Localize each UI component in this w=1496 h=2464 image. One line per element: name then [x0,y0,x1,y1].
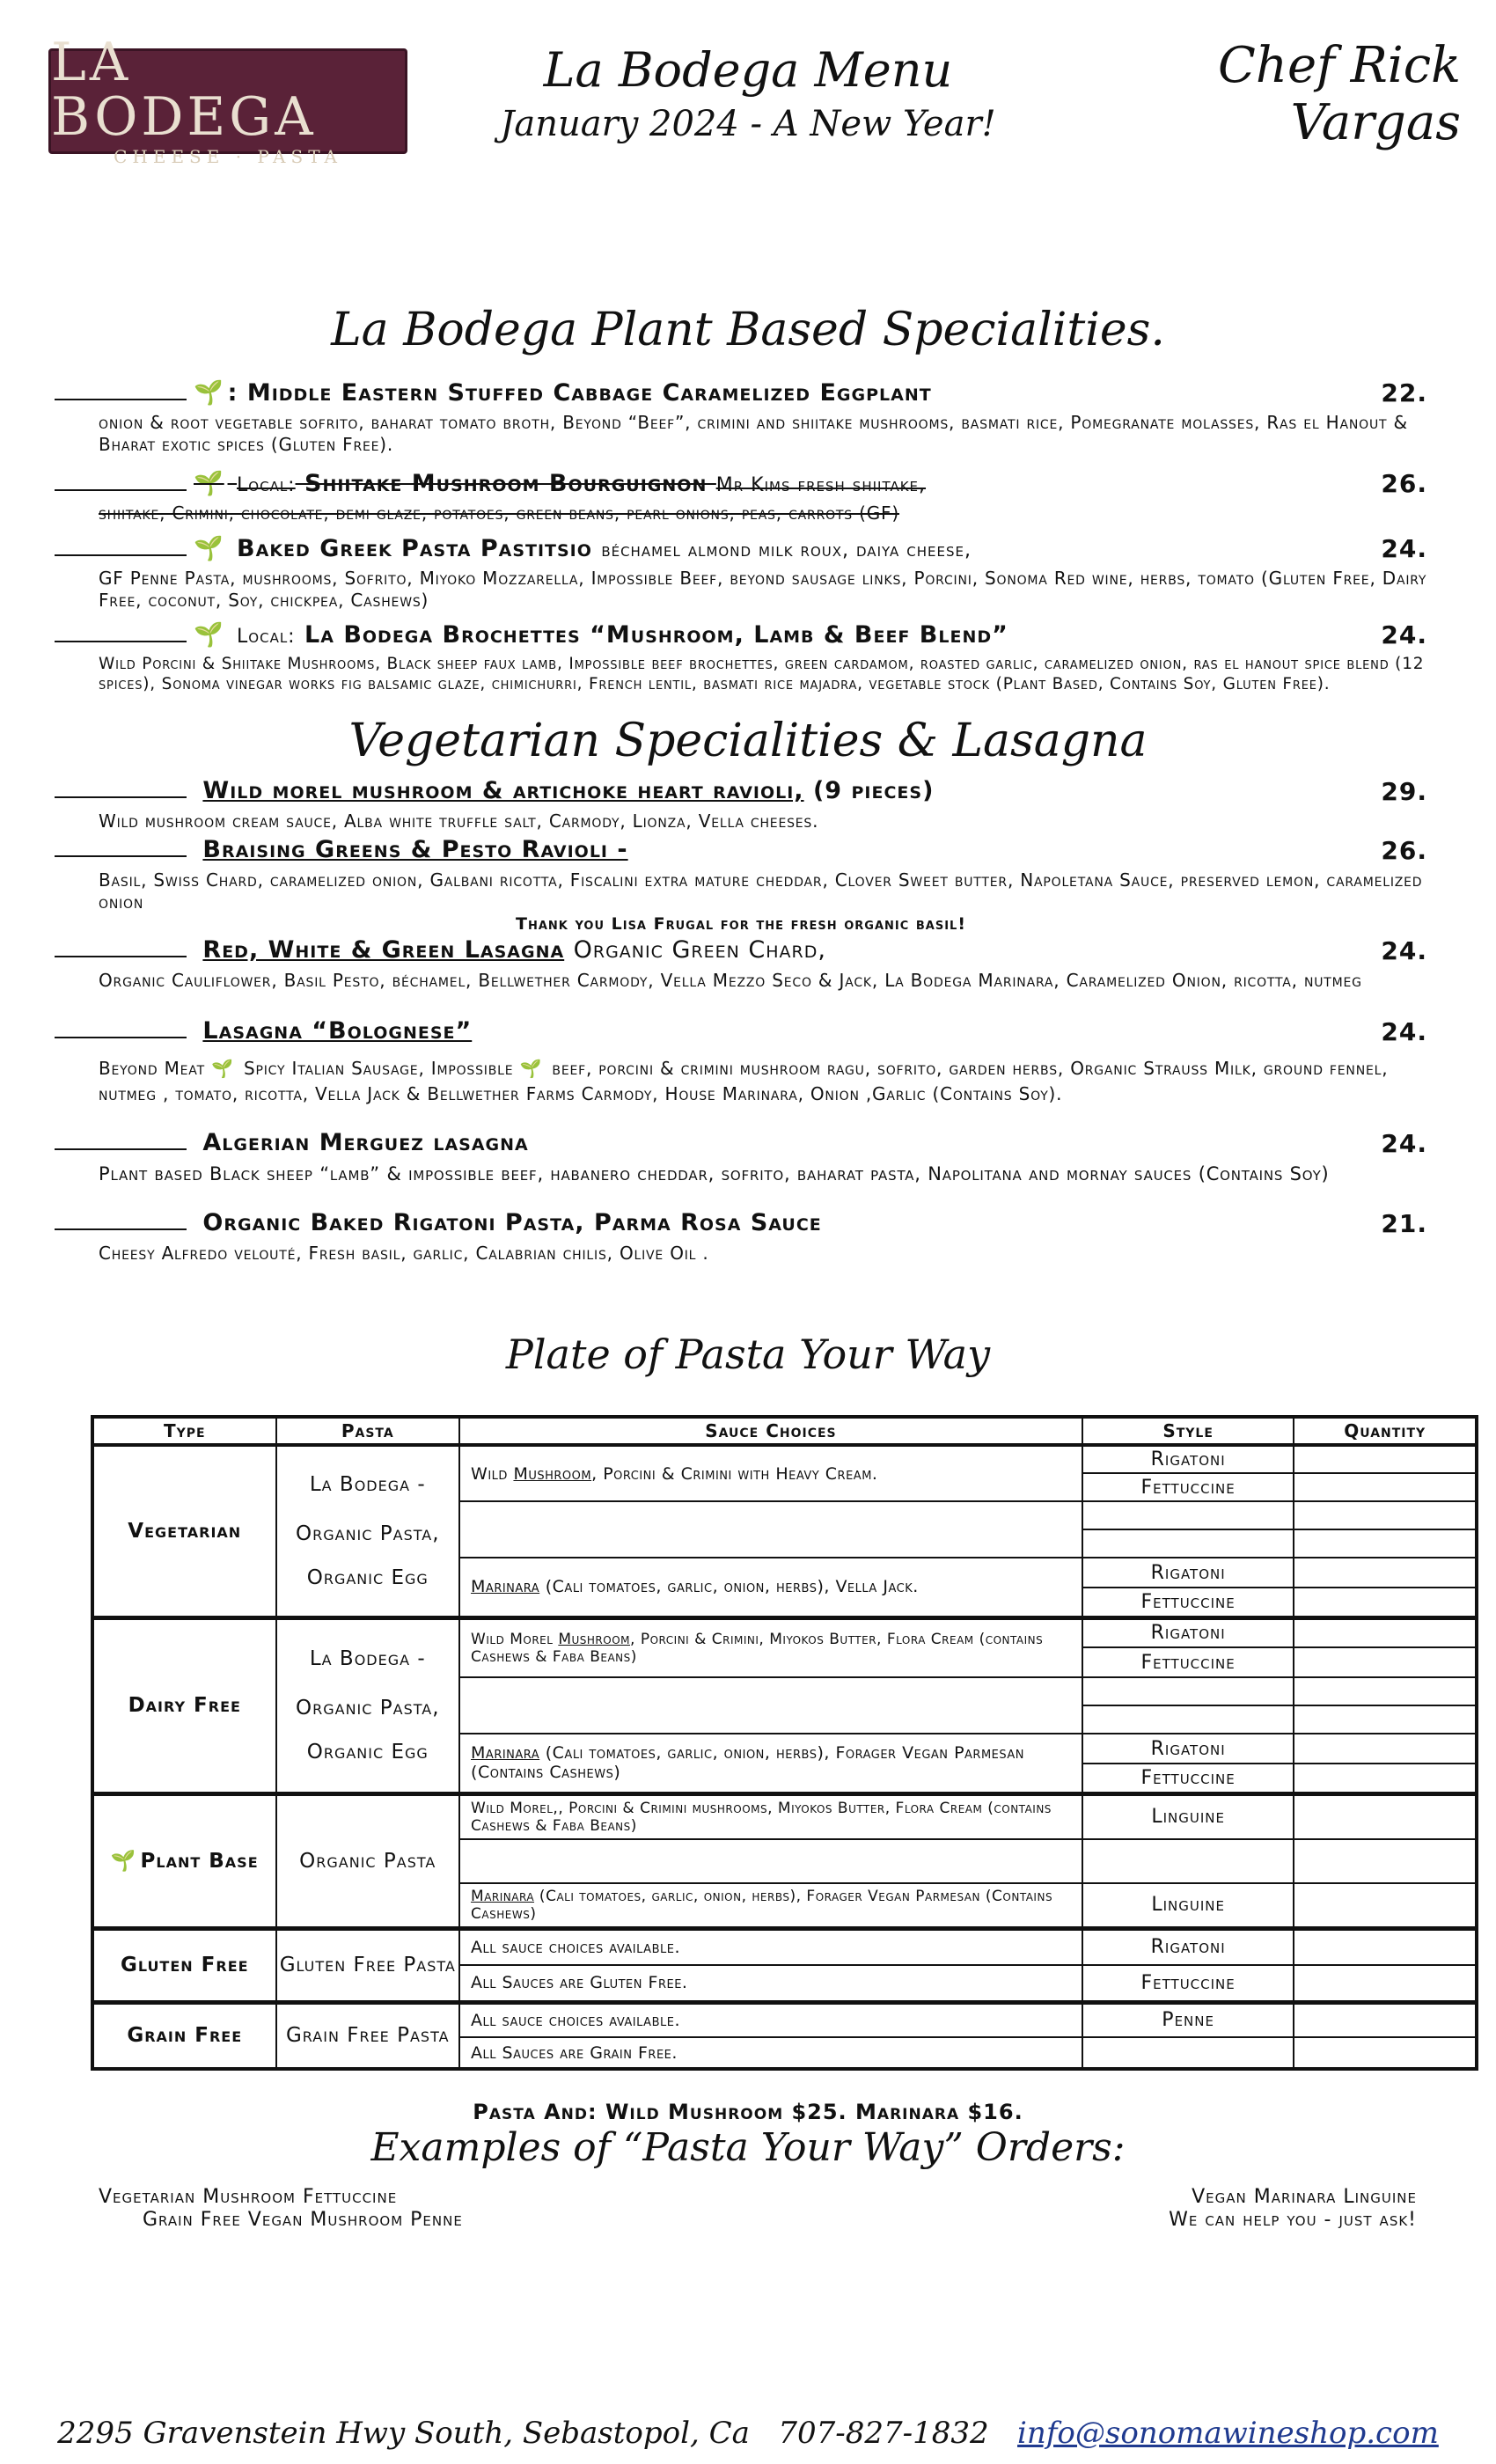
quantity-blank [55,836,187,857]
item-description: GF Penne Pasta, mushrooms, Sofrito, Miyoko Mozzarella, Impossible Beef, beyond sausage links, Porcini, Sonoma Red wine, herbs, tomato (Gluten Free, Dairy Free, coconut, Soy, chickpea, Cashews) [99,568,1427,611]
menu-item [55,534,1427,612]
style-cell-empty [1082,1677,1294,1705]
sauce-text: Mushroom [513,1463,592,1484]
item-description: Plant based Black sheep “lamb” & impossible beef, habanero cheddar, sofrito, baharat pasta, Napolitana and mornay sauces (Contains Soy) [99,1163,1330,1184]
quantity-cell[interactable] [1294,1677,1477,1705]
logo [48,32,407,167]
header-pasta: Pasta [276,1417,460,1445]
menu-item [55,469,1427,524]
sauce-cell: All Sauces are Grain Free. [459,2037,1082,2069]
quantity-cell[interactable] [1294,1705,1477,1734]
logo-title: LA BODEGA [51,32,317,148]
desc-part: Spicy Italian Sausage, Impossible [243,1058,514,1079]
quantity-cell[interactable] [1294,1734,1477,1764]
item-description: Wild mushroom cream sauce, Alba white truffle salt, Carmody, Lionza, Vella cheeses. [99,810,819,832]
style-cell: Fettuccine [1082,1965,1294,2002]
menu-item [55,936,1427,992]
table-row [92,1445,1477,1473]
group-label: Plant Base [140,1850,259,1873]
leaf-icon: 🌱 [194,535,224,562]
item-description [55,1056,1427,1107]
style-cell: Linguine [1082,1793,1294,1839]
quantity-cell[interactable] [1294,1529,1477,1558]
chef-name: Chef Rick Vargas [1218,37,1461,151]
item-description: Cheesy Alfredo velouté, Fresh basil, garlic, Calabrian chilis, Olive Oil . [99,1243,709,1264]
leaf-icon: 🌱 [194,470,224,497]
sauce-cell [459,1558,1082,1617]
item-extra: Caramelized Eggplant [662,379,932,407]
item-name: La Bodega Brochettes “Mushroom, Lamb & Beef Blend” [304,621,1008,649]
footer [0,2416,1496,2451]
sauce-cell-empty [459,1501,1082,1558]
quantity-cell[interactable] [1294,2002,1477,2037]
style-cell-empty [1082,2037,1294,2069]
leaf-icon: 🌱 [110,1850,137,1873]
sauce-text: Marinara [471,1743,540,1764]
leaf-icon: 🌱 [194,621,224,649]
sauce-cell: Wild Morel,, Porcini & Crimini mushrooms, Miyokos Butter, Flora Cream (contains Cashews & Faba Beans) [459,1793,1082,1839]
item-price: 24. [1381,1129,1427,1158]
menu-item [55,620,1427,694]
pasta-cell: Grain Free Pasta [276,2002,460,2069]
table-row [92,2002,1477,2037]
quantity-cell[interactable] [1294,1647,1477,1677]
quantity-cell[interactable] [1294,1473,1477,1501]
menu-subtitle: January 2024 - A New Year! [500,104,996,144]
quantity-blank [55,777,187,798]
menu-item: 🌱 : Middle Eastern Stuffed Cabbage Caramelized Eggplant 22. onion & root vegetable sofrito, baharat tomato broth, Beyond “Beef”, crimini and shiitake mushrooms, basmati rice, Pomegranate molasses, Ras el Hanout & Bharat exotic spices (Gluten Free). [55,378,1427,456]
quantity-blank [55,470,187,491]
sauce-text: (Cali tomatoes, garlic, onion, herbs), Forager Vegan Parmesan (Contains Cashews) [471,1743,1024,1783]
style-cell: Rigatoni [1082,1558,1294,1588]
sauce-text: Marinara [471,1887,535,1905]
item-extra: Mr Kims fresh shiitake, [715,474,927,496]
pasta-line: Organic Pasta, [296,1697,440,1720]
example-left-2: Grain Free Vegan Mushroom Penne [143,2209,463,2231]
sauce-text: Wild [471,1463,514,1484]
leaf-icon: 🌱 [211,1058,234,1079]
table-header-row [92,1417,1477,1445]
sauce-text: , Porcini & Crimini with Heavy Cream. [591,1463,878,1484]
item-description: Organic Cauliflower, Basil Pesto, béchamel, Bellwether Carmody, Vella Mezzo Seco & Jack, La Bodega Marinara, Caramelized Onion, ricotta, nutmeg [99,970,1362,991]
item-price: 24. [1381,936,1427,965]
header-quantity: Quantity [1294,1417,1477,1445]
sauce-text: Marinara [471,1577,540,1597]
sauce-cell: All Sauces are Gluten Free. [459,1965,1082,2002]
pasta-line: Organic Pasta, [296,1522,440,1545]
quantity-cell[interactable] [1294,1617,1477,1647]
pasta-cell [276,1617,460,1793]
quantity-cell[interactable] [1294,1839,1477,1883]
quantity-cell[interactable] [1294,1558,1477,1588]
quantity-cell[interactable] [1294,1501,1477,1529]
leaf-icon: 🌱 [519,1058,543,1079]
item-description: onion & root vegetable sofrito, baharat tomato broth, Beyond “Beef”, crimini and shiitake mushrooms, basmati rice, Pomegranate molasses, Ras el Hanout & Bharat exotic spices (Gluten Free). [99,412,1408,455]
quantity-blank [55,621,187,642]
item-price: 24. [1381,534,1427,563]
quantity-blank [55,1209,187,1230]
sauce-text: (Cali tomatoes, garlic, onion, herbs), Vella Jack. [539,1577,919,1597]
style-cell: Rigatoni [1082,1734,1294,1764]
menu-item [55,1129,1427,1185]
item-price: 26. [1381,469,1427,498]
style-cell: Fettuccine [1082,1647,1294,1677]
item-price: 24. [1381,1017,1427,1046]
item-name: Red, White & Green Lasagna [202,936,565,964]
footer-address: 2295 Gravenstein Hwy South, Sebastopol, Ca [57,2416,750,2451]
quantity-cell[interactable] [1294,1588,1477,1617]
thanks-note: Thank you Lisa Frugal for the fresh organic basil! [515,914,966,934]
pasta-cell: Organic Pasta [276,1793,460,1928]
example-right-2: We can help you - just ask! [1169,2209,1417,2231]
example-left-1: Vegetarian Mushroom Fettuccine [99,2186,398,2208]
item-name: Organic Baked Rigatoni Pasta, Parma Rosa Sauce [202,1209,822,1236]
example-right-1: Vegan Marinara Linguine [1192,2186,1417,2208]
desc-part: beef, porcini & crimini mushroom ragu, sofrito, garden herbs, Organic Strauss Milk, ground fennel, nutmeg , tomato, ricotta, Vella Jack & Bellwether Farms Carmody, House Marinara, Onion ,Garlic (Contains Soy). [99,1058,1389,1104]
sauce-text: , Porcini & Crimini, Miyokos Butter, Flora Cream (contains Cashews & Faba Beans) [471,1630,1044,1666]
footer-phone: 707-827-1832 [778,2416,989,2451]
group-plant-base [92,1793,276,1928]
quantity-cell[interactable] [1294,1764,1477,1793]
menu-item [55,1017,1427,1107]
quantity-blank [55,936,187,957]
group-grain-free: Grain Free [92,2002,276,2069]
menu-item [55,1209,1427,1265]
style-cell-empty [1082,1529,1294,1558]
item-extra: (9 pieces) [812,777,935,804]
quantity-cell[interactable] [1294,1883,1477,1929]
local-label: Local: [237,474,296,496]
item-name: Wild morel mushroom & artichoke heart ravioli, [202,777,804,804]
item-price: 21. [1381,1209,1427,1238]
style-cell: Fettuccine [1082,1588,1294,1617]
sauce-cell [459,1617,1082,1677]
header-type: Type [92,1417,276,1445]
footer-email-link[interactable]: info@sonomawineshop.com [1017,2416,1439,2451]
style-cell: Rigatoni [1082,1445,1294,1473]
style-cell: Rigatoni [1082,1928,1294,1965]
style-cell-empty [1082,1705,1294,1734]
quantity-cell[interactable] [1294,1793,1477,1839]
sauce-cell [459,1445,1082,1501]
pasta-line: Organic Egg [306,1566,429,1589]
pasta-cell: Gluten Free Pasta [276,1928,460,2002]
pasta-way-title: Plate of Pasta Your Way [505,1331,991,1378]
quantity-cell[interactable] [1294,1445,1477,1473]
pasta-line: La Bodega - [309,1472,426,1496]
item-name: Lasagna “Bolognese” [202,1017,473,1045]
item-name: Algerian Merguez lasagna [202,1129,529,1156]
style-cell: Rigatoni [1082,1617,1294,1647]
examples-title: Examples of “Pasta Your Way” Orders: [370,2125,1126,2170]
style-cell: Fettuccine [1082,1764,1294,1793]
sauce-text: (Cali tomatoes, garlic, onion, herbs), Forager Vegan Parmesan (Contains Cashews) [471,1887,1053,1923]
sauce-text: Mushroom [558,1630,631,1648]
sauce-cell [459,1734,1082,1793]
table-row [92,1793,1477,1839]
item-name: Braising Greens & Pesto Ravioli - [202,836,628,863]
item-name: Baked Greek Pasta Pastitsio [237,535,592,562]
local-label: Local: [237,626,296,648]
quantity-cell[interactable] [1294,1965,1477,2002]
quantity-blank [55,535,187,556]
group-vegetarian: Vegetarian [92,1445,276,1617]
group-dairy-free: Dairy Free [92,1617,276,1793]
header-style: Style [1082,1417,1294,1445]
item-price: 22. [1381,378,1427,407]
item-extra: Organic Green Chard, [573,936,826,964]
item-price: 24. [1381,620,1427,649]
vegetarian-title: Vegetarian Specialities & Lasagna [348,715,1148,767]
pasta-prices: Pasta And: Wild Mushroom $25. Marinara $16. [473,2100,1023,2124]
item-name: Middle Eastern Stuffed Cabbage [246,379,654,407]
table-row [92,1617,1477,1647]
item-description: shiitake, Crimini, chocolate, demi glaze, potatoes, green beans, pearl onions, peas, carrots (GF) [99,502,899,524]
plant-based-title: La Bodega Plant Based Specialities. [331,304,1165,356]
sauce-cell-empty [459,1839,1082,1883]
quantity-blank [55,379,187,400]
item-name: Shiitake Mushroom Bourguignon [304,470,708,497]
style-cell-empty [1082,1501,1294,1529]
quantity-cell[interactable] [1294,1928,1477,1965]
menu-item [55,836,1427,934]
pasta-line: Organic Egg [306,1741,429,1764]
quantity-blank [55,1017,187,1038]
item-price: 26. [1381,836,1427,865]
group-gluten-free: Gluten Free [92,1928,276,2002]
style-cell-empty [1082,1839,1294,1883]
sauce-cell [459,1883,1082,1929]
pasta-table [91,1415,1478,2071]
item-extra: béchamel almond milk roux, daiya cheese, [601,539,972,561]
pasta-cell [276,1445,460,1617]
sauce-cell: All sauce choices available. [459,1928,1082,1965]
logo-subtitle: CHEESE · PASTA [114,146,342,167]
item-price: 29. [1381,777,1427,806]
style-cell: Fettuccine [1082,1473,1294,1501]
quantity-blank [55,1129,187,1150]
sauce-text: Wild Morel [471,1630,559,1648]
item-description: Basil, Swiss Chard, caramelized onion, Galbani ricotta, Fiscalini extra mature cheddar, Clover Sweet butter, Napoletana Sauce, preserved lemon, caramelized onion [99,869,1423,913]
menu-item [55,777,1427,832]
leaf-icon: 🌱 [194,379,224,407]
menu-title: La Bodega Menu [543,42,953,98]
quantity-cell[interactable] [1294,2037,1477,2069]
sauce-cell-empty [459,1677,1082,1734]
sauce-cell: All sauce choices available. [459,2002,1082,2037]
pasta-line: La Bodega - [309,1647,426,1670]
style-cell: Penne [1082,2002,1294,2037]
table-row [92,1928,1477,1965]
item-description: Wild Porcini & Shiitake Mushrooms, Black sheep faux lamb, Impossible beef brochettes, green cardamom, roasted garlic, caramelized onion, ras el hanout spice blend (12 spices), Sonoma vinegar works fig balsamic glaze, chimichurri, French lentil, basmati rice majadra, vegetable stock (Plant Based, Contains Soy, Gluten Free). [99,655,1425,693]
desc-part: Beyond Meat [99,1058,205,1079]
header-sauce: Sauce Choices [459,1417,1082,1445]
style-cell: Linguine [1082,1883,1294,1929]
